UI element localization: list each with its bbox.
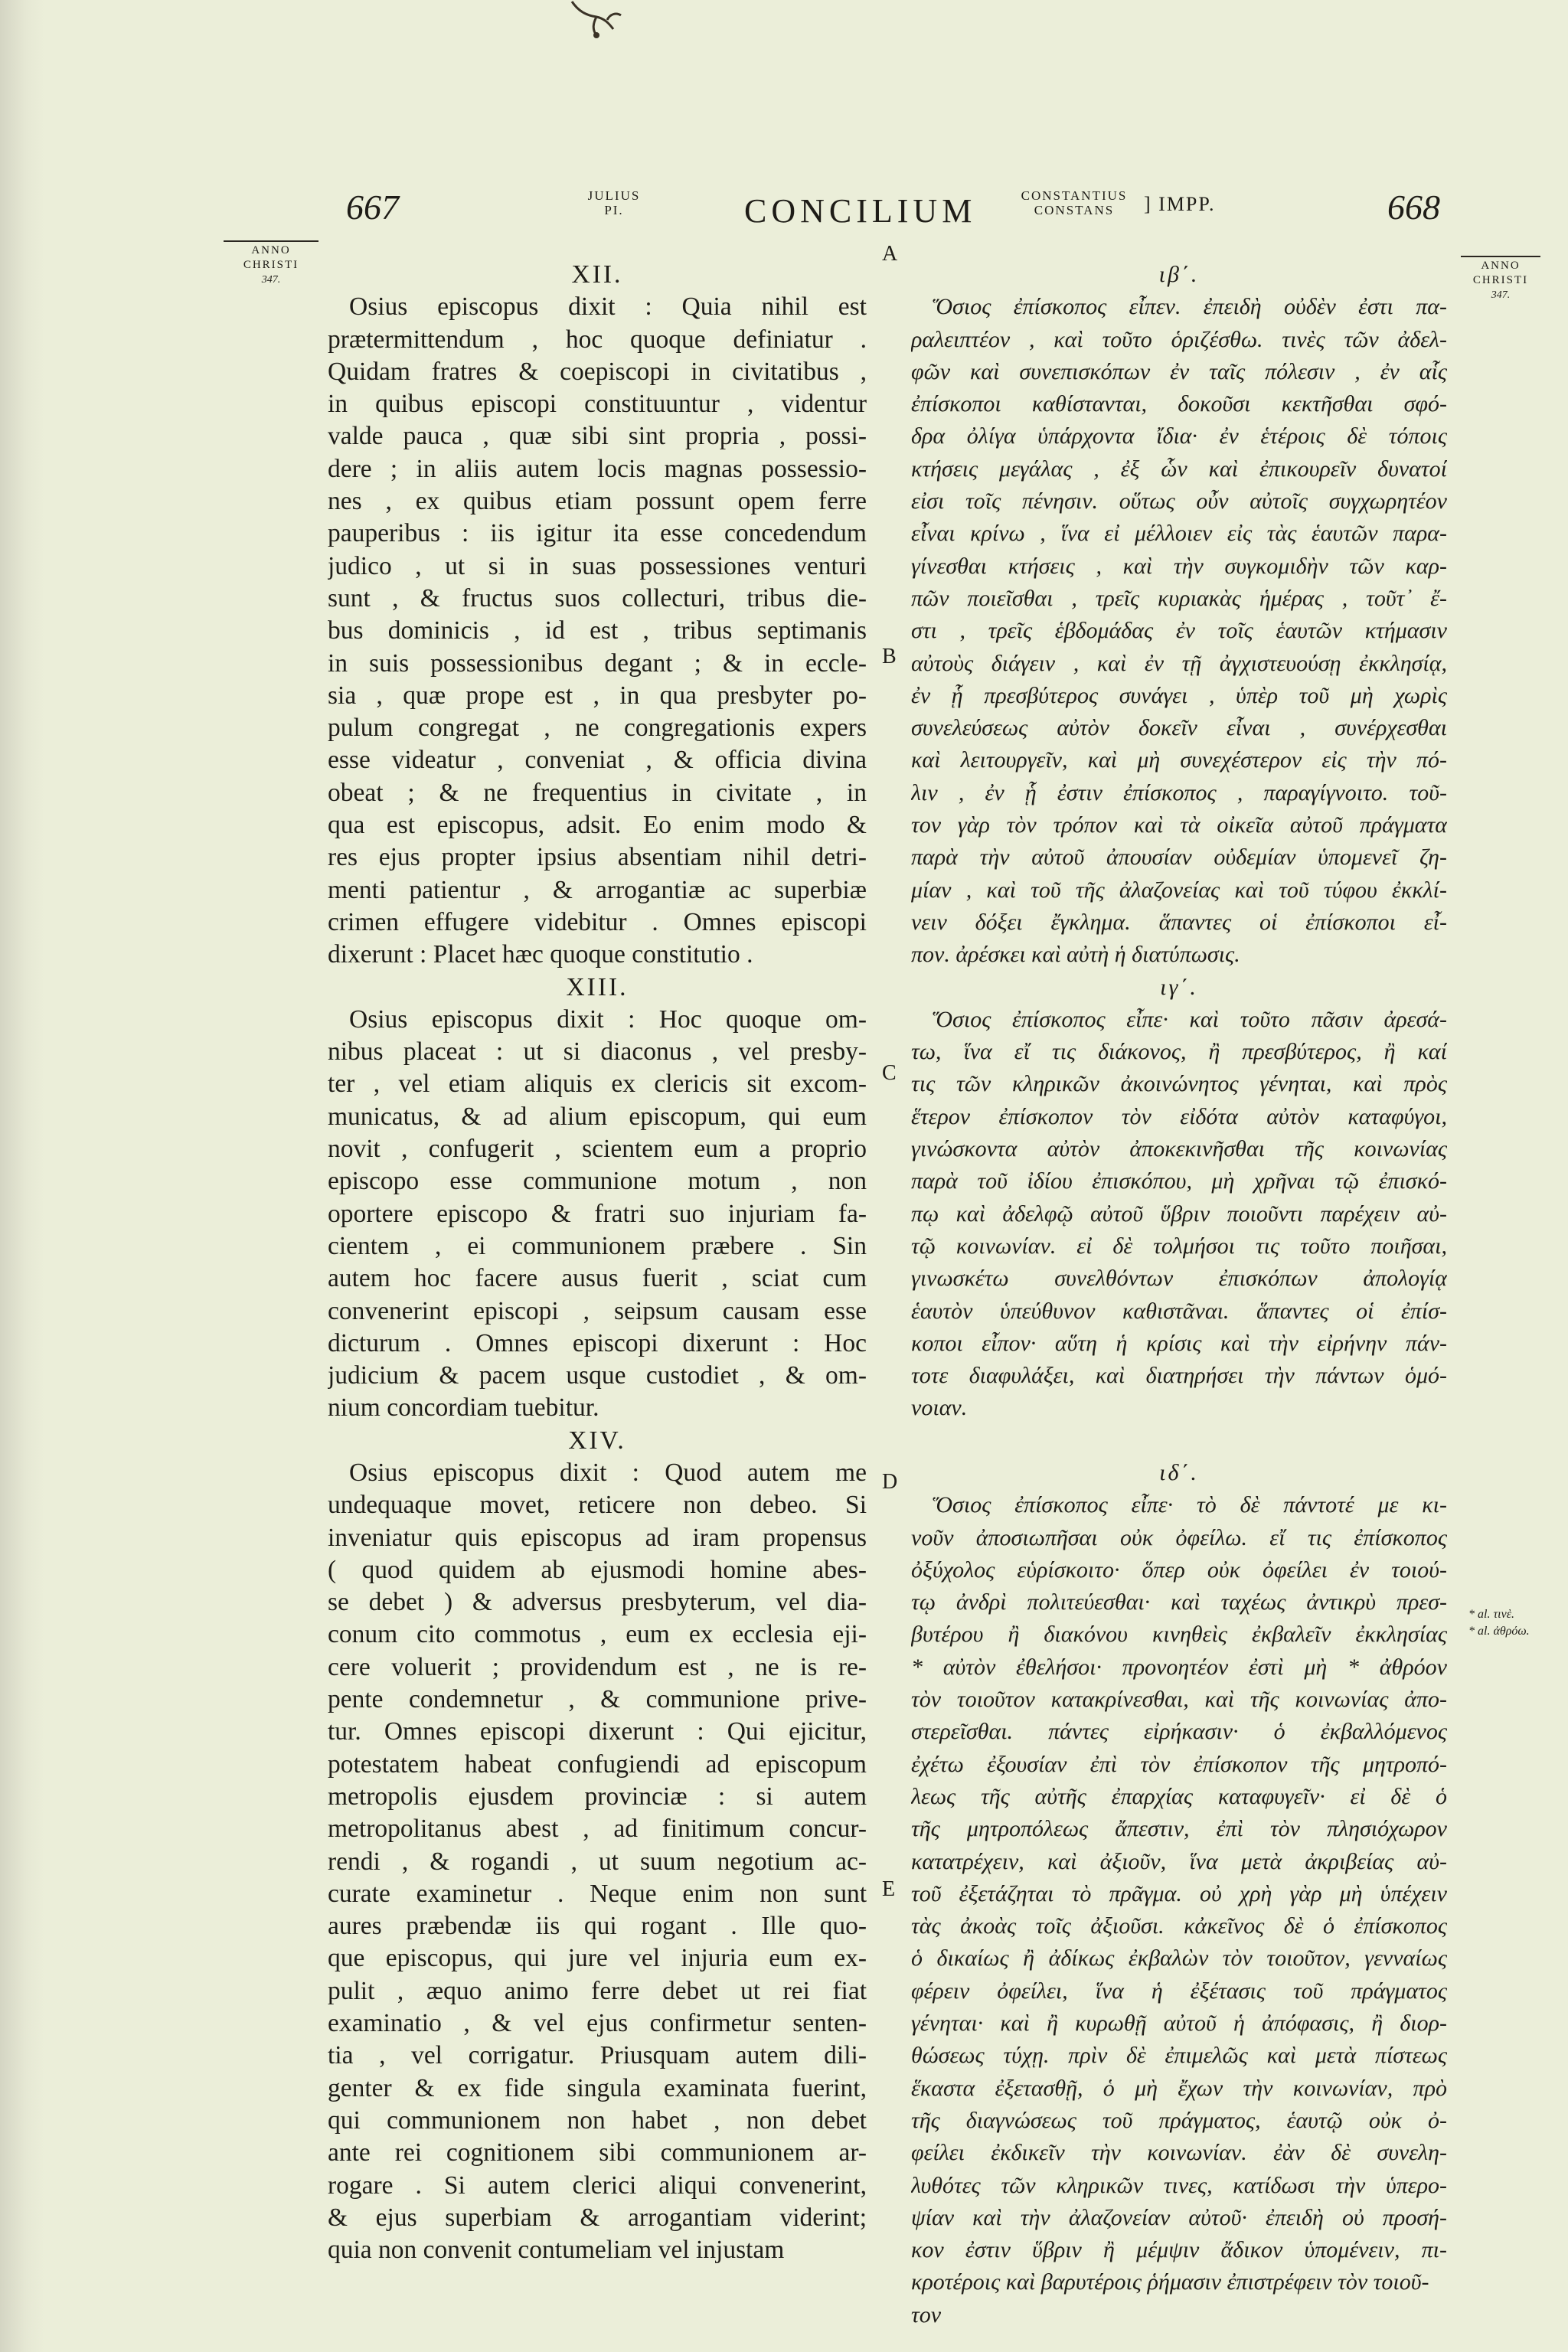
text-line: μίαν , καὶ τοῦ τῆς ἀλαζονείας καὶ τοῦ τύφου ἐκκλί- <box>911 877 1447 903</box>
text-line: metropolitanus abest , ad finitimum concur- <box>328 1815 867 1844</box>
text-line: βυτέρου ἢ διακόνου κινηθεὶς ἐκβαλεῖν ἐκκλησίας <box>911 1622 1447 1648</box>
text-line: judico , ut si in suas possessiones venturi <box>328 551 867 580</box>
text-line: ἕτερον ἐπίσκοπον τὸν εἰδότα αὐτὸν καταφύγοι, <box>911 1103 1447 1129</box>
text-line: oportere episcopo & fratri suo injuriam fa- <box>328 1199 867 1228</box>
text-line <box>911 1425 1447 1457</box>
text-line: se debet ) & adversus presbyterum, vel dia- <box>328 1588 867 1617</box>
text-line: παρὰ τοῦ ἰδίου ἐπισκόπου, μὴ χρῆναι τῷ ἐπισκό- <box>911 1168 1447 1194</box>
text-line: ἐν ᾗ πρεσβύτερος συνάγει , ὑπὲρ τοῦ μὴ χωρὶς <box>911 682 1447 708</box>
text-line: genter & ex fide singula examinata fuerint, <box>328 2073 867 2102</box>
text-line: potestatem habeat confugiendi ad episcopum <box>328 1749 867 1779</box>
marker-c: C <box>882 1061 897 1085</box>
text-line: εἶναι κρίνω , ἵνα εἰ μέλλοιεν εἰς τὰς ἑαυτῶν παρα- <box>911 521 1447 547</box>
text-line: κατατρέχειν, καὶ ἀξιοῦν, ἵνα μετὰ ἀκριβείας αὐ- <box>911 1848 1447 1874</box>
text-line: πῶν ποιεῖσθαι , τρεῖς κυριακὰς ἡμέρας , τοῦτ᾽ ἔ- <box>911 585 1447 611</box>
marker-b: B <box>882 645 897 668</box>
marker-e: E <box>882 1877 896 1901</box>
text-line: prætermittendum , hoc quoque definiatur . <box>328 325 867 354</box>
emperors-bracket: ] IMPP. <box>1144 193 1216 215</box>
text-line: ὁ δικαίως ἢ ἀδίκως ἐκβαλὼν τὸν τοιοῦτον, γενναίως <box>911 1945 1447 1971</box>
text-line: Quidam fratres & coepiscopi in civitatibus , <box>328 357 867 386</box>
text-line: λυθότες τῶν κληρικῶν τινες, κατίδωσι τὴν ὑπερο- <box>911 2172 1447 2198</box>
text-line: γένηται· καὶ ἢ κυρωθῇ αὐτοῦ ἡ ἀπόφασις, ἢ διορ- <box>911 2011 1447 2037</box>
text-line: Osius episcopus dixit : Quod autem me <box>349 1458 867 1487</box>
anno-label: ANNO <box>224 240 318 258</box>
text-line: φέρειν ὀφείλει, ἵνα ἡ ἐξέτασις τοῦ πράγματος <box>911 1978 1447 2004</box>
text-line: νοῦν ἀποσιωπῆσαι οὐκ ὀφείλω. εἴ τις ἐπίσκοπος <box>911 1524 1447 1550</box>
text-line: κοποι εἶπον· αὕτη ἡ κρίσις καὶ τὴν εἰρήνην πάν- <box>911 1330 1447 1356</box>
margin-year-right <box>1461 256 1540 302</box>
text-line: τὰς ἀκοὰς τοῖς ἀξιοῦσι. κἀκεῖνος δὲ ὁ ἐπίσκοπος <box>911 1913 1447 1939</box>
text-line: ante rei cognitionem sibi communionem ar- <box>328 2138 867 2167</box>
text-line: quia non convenit contumeliam vel injustam <box>328 2236 785 2265</box>
text-line: autem hoc facere ausus fuerit , sciat cum <box>328 1264 867 1293</box>
text-line: dixerunt : Placet hæc quoque constitutio . <box>328 940 753 969</box>
fleuron-ornament-icon <box>563 0 624 40</box>
text-line: res ejus propter ipsius absentiam nihil detri- <box>328 843 867 872</box>
section-number: XIV. <box>568 1426 626 1455</box>
text-line: cientem , ei communionem præbere . Sin <box>328 1231 867 1260</box>
text-line: novit , confugerit , scientem eum a proprio <box>328 1135 867 1164</box>
left-subtitle <box>576 188 652 217</box>
right-page-number: 668 <box>1387 188 1440 227</box>
text-line: curate examinetur . Neque enim non sunt <box>328 1879 867 1908</box>
text-line: δρα ὀλίγα ὑπάρχοντα ἴδια· ἐν ἑτέροις δὲ τόποις <box>911 423 1447 449</box>
text-line: ραλειπτέον , καὶ τοῦτο ὁριζέσθω. τινὲς τῶν ἀδελ- <box>911 326 1447 352</box>
text-line: * αὐτὸν ἐθελήσοι· προνοητέον ἐστὶ μὴ * ἀθρόον <box>911 1654 1447 1680</box>
section-number: XII. <box>571 260 623 289</box>
text-line: municatus, & ad alium episcopum, qui eum <box>328 1102 867 1131</box>
text-line: λιν , ἐν ᾗ ἐστιν ἐπίσκοπος , παραγίγνοιτο. τοῦ- <box>911 779 1447 805</box>
text-line: αὐτοὺς διάγειν , καὶ ἐν τῇ ἀγχιστευούσῃ ἐκκλησίᾳ, <box>911 650 1447 676</box>
text-line: obeat ; & ne frequentius in civitate , in <box>328 778 867 807</box>
text-line: pulum congregat , ne congregationis expers <box>328 714 867 743</box>
christi-label: CHRISTI <box>243 259 299 271</box>
text-line: τὸν τοιοῦτον κατακρίνεσθαι, καὶ τῆς κοινωνίας ἀπο- <box>911 1687 1447 1713</box>
text-line: pente condemnetur , & communione prive- <box>328 1685 867 1714</box>
text-line: esse videatur , conveniat , & officia divina <box>328 746 867 775</box>
subtitle-line: CONSTANS <box>1034 203 1115 217</box>
text-line: judicium & pacem usque custodiet , & om- <box>328 1361 867 1390</box>
text-line: dicturum . Omnes episcopi dixerunt : Hoc <box>328 1328 867 1357</box>
margin-year-left <box>224 240 318 287</box>
text-line: γινώσκοντα αὐτὸν ἀποκεκινῆσθαι τῆς κοινωνίας <box>911 1136 1447 1162</box>
right-subtitle <box>1011 188 1138 217</box>
text-line: rendi , & rogandi , ut suum negotium ac- <box>328 1847 867 1876</box>
text-line: στι , τρεῖς ἑβδομάδας ἐν τοῖς ἑαυτῶν κτήμασιν <box>911 618 1447 644</box>
text-line: examinatio , & vel ejus confirmetur senten- <box>328 2009 867 2038</box>
text-line: τον γὰρ τὸν τρόπον καὶ τὰ οἰκεῖα αὐτοῦ πράγματα <box>911 812 1447 838</box>
text-line: γινωσκέτω συνελθόντων ἐπισκόπων ἀπολογίᾳ <box>911 1266 1447 1292</box>
section-number: ιδ΄. <box>1159 1459 1199 1485</box>
text-line: τον <box>911 2301 942 2328</box>
text-line: tur. Omnes episcopi dixerunt : Qui ejicitur, <box>328 1717 867 1746</box>
text-line: episcopo esse communione motum , non <box>328 1167 867 1196</box>
text-line: ( quod quidem ab ejusmodi homine abes- <box>328 1555 867 1584</box>
text-line: γίνεσθαι κτήσεις , καὶ τὴν συγκομιδὴν τῶν καρ- <box>911 553 1447 579</box>
text-line: & ejus superbiam & arrogantiam viderint; <box>328 2203 867 2232</box>
text-line: cere voluerit ; providendum est , ne is re- <box>328 1652 867 1681</box>
text-line: aures præbendæ iis qui rogant . Ille quo- <box>328 1912 867 1941</box>
text-line: tia , vel corrigatur. Priusquam autem dili- <box>328 2041 867 2070</box>
text-line: θώσεως τύχῃ. πρὶν δὲ ἐπιμελῶς καὶ μετὰ πίστεως <box>911 2043 1447 2069</box>
text-line: ἑαυτὸν ὑπεύθυνον καθιστᾶναι. ἅπαντες οἱ ἐπίσ- <box>911 1298 1447 1324</box>
text-line: pulit , æquo animo ferre debet ut rei fiat <box>328 1976 867 2005</box>
text-line: in suis possessionibus degant ; & in eccle- <box>328 648 867 678</box>
left-page-number: 667 <box>346 188 399 227</box>
marker-d: D <box>882 1470 898 1494</box>
text-line: φῶν καὶ συνεπισκόπων ἐν ταῖς πόλεσιν , ἐν αἷς <box>911 358 1447 384</box>
text-line: metropolis ejusdem provinciæ : si autem <box>328 1782 867 1811</box>
text-line: ὀξύχολος εὑρίσκοιτο· ὅπερ οὐκ ὀφείλει ἐν τοιού- <box>911 1557 1447 1583</box>
text-line: ψίαν καὶ τὴν ἀλαζονείαν αὐτοῦ· ἐπειδὴ οὐ προσή- <box>911 2204 1447 2230</box>
text-line: τῷ κοινωνίαν. εἰ δὲ τολμήσοι τις τοῦτο ποιῆσαι, <box>911 1233 1447 1259</box>
text-line: ἐπίσκοποι καθίστανται, δοκοῦσι κεκτῆσθαι σφό- <box>911 391 1447 417</box>
text-line: nes , ex quibus etiam possunt opem ferre <box>328 487 867 516</box>
page-edge <box>0 0 44 2352</box>
section-number: ιβ΄. <box>1158 262 1200 287</box>
text-line: sia , quæ prope est , in qua presbyter po- <box>328 681 867 710</box>
text-line: qua est episcopus, adsit. Eo enim modo & <box>328 811 867 840</box>
text-line: sunt , & fructus suos collecturi, tribus die- <box>328 583 867 612</box>
text-line: dere ; in aliis autem locis magnas possessio- <box>328 454 867 483</box>
year-label: 347. <box>261 274 281 286</box>
text-line: Ὅσιος ἐπίσκοπος εἶπε· τὸ δὲ πάντοτέ με κι- <box>933 1492 1447 1518</box>
subtitle-line: PI. <box>604 203 624 217</box>
text-line: Ὅσιος ἐπίσκοπος εἶπε· καὶ τοῦτο πᾶσιν ἀρεσά- <box>933 1006 1447 1032</box>
text-line: valde pauca , quæ sibi sint propria , possi- <box>328 422 867 451</box>
text-line: κροτέροις καὶ βαρυτέροις ῥήμασιν ἐπιστρέφειν τὸν τοιοῦ- <box>911 2269 1429 2295</box>
text-line: que episcopus, qui jure vel injuria eum ex- <box>328 1944 867 1973</box>
latin-column <box>328 259 867 2266</box>
text-line: bus dominicis , id est , tribus septimanis <box>328 616 867 645</box>
christi-label: CHRISTI <box>1472 274 1529 286</box>
text-line: κον ἐστιν ὕβριν ἢ μέμψιν ἄδικον ὑπομένειν, πι- <box>911 2237 1447 2263</box>
text-line: λεως τῆς αὐτῆς ἐπαρχίας καταφυγεῖν· εἰ δὲ ὁ <box>911 1783 1447 1809</box>
text-line: συνελεύσεως αὐτὸν δοκεῖν εἶναι , συνέρχεσθαι <box>911 715 1447 741</box>
text-line: crimen effugere videbitur . Omnes episcopi <box>328 907 867 936</box>
greek-column <box>911 259 1447 2331</box>
text-line: undequaque movet, reticere non debeo. Si <box>328 1491 867 1520</box>
text-line: στερεῖσθαι. πάντες εἰρήκασιν· ὁ ἐκβαλλόμενος <box>911 1719 1447 1745</box>
text-line: ἐχέτω ἐξουσίαν ἐπὶ τὸν ἐπίσκοπον τῆς μητροπό- <box>911 1751 1447 1777</box>
text-line: νοιαν. <box>911 1395 968 1421</box>
text-line: κτήσεις μεγάλας , ἐξ ὧν καὶ ἐπικουρεῖν δυνατοί <box>911 456 1447 482</box>
text-line: ἕκαστα ἐξετασθῇ, ὁ μὴ ἔχων τὴν κοινωνίαν, πρὸ <box>911 2075 1447 2101</box>
text-line: τοτε διαφυλάξει, καὶ διατηρήσει τὴν πάντων ὁμό- <box>911 1363 1447 1389</box>
variant-note: * al. τινὲ. <box>1468 1608 1515 1621</box>
text-line: rogare . Si autem clerici aliqui convenerint, <box>328 2171 867 2200</box>
text-line: τω, ἵνα εἴ τις διάκονος, ἢ πρεσβύτερος, ἢ καί <box>911 1039 1447 1065</box>
text-line: πῳ καὶ ἀδελφῷ αὐτοῦ ὕβριν ποιοῦντι παρέχειν αὐ- <box>911 1200 1447 1227</box>
variant-note: * al. ἀθρόω. <box>1468 1625 1530 1638</box>
text-line: in quibus episcopi constituuntur , videntur <box>328 390 867 419</box>
text-line: conum cito commotus , eum ex ecclesia eji- <box>328 1620 867 1649</box>
text-line: τῳ ἀνδρὶ πολιτεύεσθαι· καὶ ταχέως ἀντικρὺ πρεσ- <box>911 1589 1447 1615</box>
text-line: τις τῶν κληρικῶν ἀκοινώνητος γένηται, καὶ πρὸς <box>911 1071 1447 1097</box>
subtitle-line: CONSTANTIUS <box>1021 188 1128 203</box>
text-line: φείλει ἐκδικεῖν τὴν κοινωνίαν. ἐὰν δὲ συνελη- <box>911 2140 1447 2166</box>
anno-label: ANNO <box>1461 256 1540 273</box>
text-line: νειν δόξει ἔγκλημα. ἅπαντες οἱ ἐπίσκοποι εἶ- <box>911 909 1447 935</box>
text-line: inveniatur quis episcopus ad iram propensus <box>328 1523 867 1552</box>
text-line: τοῦ ἐξετάζηται τὸ πρᾶγμα. οὐ χρὴ γὰρ μὴ ὑπέχειν <box>911 1880 1447 1906</box>
text-line: nium concordiam tuebitur. <box>328 1393 599 1423</box>
text-line: τῆς μητροπόλεως ἄπεστιν, ἐπὶ τὸν πλησιόχωρον <box>911 1816 1447 1842</box>
text-line: qui communionem non habet , non debet <box>328 2105 867 2135</box>
text-line: παρὰ τὴν αὐτοῦ ἀπουσίαν οὐδεμίαν ὑπομενεῖ ζη- <box>911 844 1447 871</box>
text-line: καὶ λειτουργεῖν, καὶ μὴ συνεχέστερον εἰς τὴν πό- <box>911 747 1447 773</box>
text-line: menti patientur , & arrogantiæ ac superbiæ <box>328 875 867 904</box>
year-label: 347. <box>1491 289 1511 301</box>
text-line: Osius episcopus dixit : Quia nihil est <box>349 292 867 322</box>
text-line: convenerint episcopi , seipsum causam esse <box>328 1296 867 1325</box>
text-line: Osius episcopus dixit : Hoc quoque om- <box>349 1004 867 1034</box>
text-line: εἰσι τοῖς πένησιν. οὕτως οὖν αὐτοῖς συγχωρητέον <box>911 488 1447 514</box>
text-line: τῆς διαγνώσεως τοῦ πράγματος, ἑαυτῷ οὐκ ὀ- <box>911 2107 1447 2133</box>
text-line: pauperibus : iis igitur ita esse concedendum <box>328 519 867 548</box>
text-line: nibus placeat : ut si diaconus , vel presby- <box>328 1037 867 1067</box>
text-line: ter , vel etiam aliquis ex clericis sit excom- <box>328 1070 867 1099</box>
page-title: CONCILIUM <box>744 192 977 230</box>
section-number: ιγ΄. <box>1160 974 1198 1000</box>
text-line: Ὅσιος ἐπίσκοπος εἶπεν. ἐπειδὴ οὐδὲν ἐστι πα- <box>933 294 1447 320</box>
marker-a: A <box>882 242 898 266</box>
text-line: πον. ἀρέσκει καὶ αὐτὴ ἡ διατύπωσις. <box>911 942 1240 968</box>
section-number: XIII. <box>566 972 629 1001</box>
subtitle-line: JULIUS <box>587 188 641 203</box>
